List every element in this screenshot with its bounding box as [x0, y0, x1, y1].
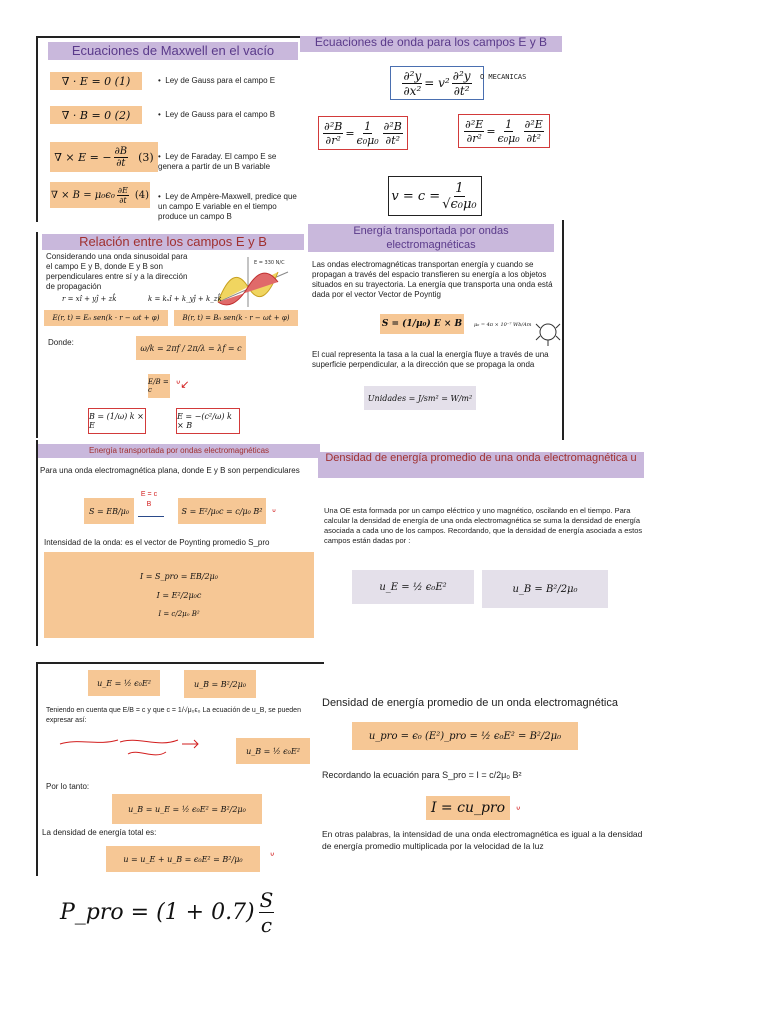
upro-equation: u_pro = ϵ₀ (E²)_pro = ½ ϵ₀E² = B²/2μ₀ [352, 722, 578, 750]
intensity-cu-equation: I = cu_pro [426, 796, 510, 820]
light-speed-equation: v = c = $\frac{1}{\text{√ϵ₀μ₀}}$ [388, 176, 482, 216]
ue-small: u_E = ½ ϵ₀E² [88, 670, 160, 696]
donde-label: Donde: [48, 338, 74, 347]
gauss-e-equation: ∇ · E = 0 (1) [50, 72, 142, 90]
relation-intro: Considerando una onda sinusoidal para el campo E y B, donde E y B son perpendiculares entre sí y a la dirección de propagación [46, 252, 188, 291]
ampere-label: • Ley de Ampère-Maxwell, predice que un campo E variable en el tiempo produce un campo B [158, 192, 297, 221]
s-e2-equation: S = E²/μ₀c = c/μ₀ B² [178, 498, 266, 524]
gauss-b-label: • Ley de Gauss para el campo B [158, 110, 276, 119]
relation-title: Relación entre los campos E y B [42, 234, 304, 250]
average-density-conclusion: En otras palabras, la intensidad de una onda electromagnética es igual a la densidad de energía promedio multiplicada por la velocidad de la luz [322, 829, 643, 851]
recalling-text: Recordando la ecuación para S_pro = I = c/2μ₀ B² [322, 770, 522, 780]
intensity-eb: I = S_pro = EB/2μ₀ [140, 572, 218, 581]
check-mark-2: ᐡ [272, 508, 276, 519]
radiation-pressure-formula: P_pro = (1 + 0.7) $\frac{S}{c}$ [60, 888, 274, 937]
mechanical-wave-equation: $\frac{\text{∂²y}}{\text{∂x²}}$ = v² $\frac{\text{∂²y}}{\text{∂t²}}$ [390, 66, 484, 100]
intensity-box [44, 552, 314, 638]
total-density-panel [36, 662, 324, 876]
b-wave-equation: $\frac{\text{∂²B}}{\text{∂r²}}$ = $\frac{1}{\text{ϵ₀μ₀}}$ $\frac{\text{∂²B}}{\text{∂t²}}$ [318, 116, 408, 150]
mechanical-note: O MECANICAS [480, 73, 527, 81]
check-mark-3: ᐡ [270, 851, 275, 863]
faraday-equation: ∇ × E = − $\frac{\partial B}{\partial t}$ (3) [50, 142, 158, 172]
total-density-equation: u = u_E + u_B = ϵ₀E² = B²/μ₀ [106, 846, 260, 872]
relation-panel [36, 232, 304, 438]
maxwell-panel [36, 36, 300, 222]
intensity-title: Energía transportada por ondas electromagnéticas [38, 444, 320, 458]
intensity-b2: I = c/2μ₀ B² [158, 610, 200, 618]
intensity-intro: Para una onda electromagnética plana, donde E y B son perpendiculares [40, 466, 300, 475]
ub-rewritten: u_B = ½ ϵ₀E² [236, 738, 310, 764]
intensity-e2: I = E²/2μ₀c [156, 591, 202, 600]
separator-line [138, 516, 164, 517]
poynting-panel [304, 220, 564, 440]
wave-equations-panel [300, 36, 566, 220]
e-wave-function: E(r, t) = E₀ sen(k · r − ωt + φ) [44, 310, 168, 326]
faraday-label: • Ley de Faraday. El campo E se genera a partir de un B variable [158, 152, 277, 171]
b-wave-function: B(r, t) = B₀ sen(k · r − ωt + φ) [174, 310, 298, 326]
poynting-title: Energía transportada por ondas electromagnéticas [308, 224, 554, 252]
energy-density-title: Densidad de energía promedio de una onda electromagnética u [318, 452, 644, 478]
e-equals-cb-note: E = c B [140, 491, 158, 508]
energy-density-text: Una OE esta formada por un campo eléctrico y uno magnético, oscilando en el tiempo. Para calcular la densidad de energía de una onda electromagnética se suma la densidad de energía asociada a cada uno de los campos. Recordando, que la densidad de energía asociada a estos campos están dadas por : [324, 506, 643, 545]
e-from-b: E = −(c²/ω) k × B [176, 408, 240, 434]
energy-density-panel [318, 452, 646, 648]
average-density-panel [322, 690, 646, 876]
poynting-vector: S = (1/μ₀) E × B [380, 314, 464, 334]
ampere-equation: ∇ × B = μ₀ϵ₀ $\frac{\partial E}{\partial t}$ (4) [50, 182, 150, 208]
e-over-b: E/B = c [148, 374, 170, 398]
k-vector: k = kₓî + k_yĵ + k_zk̂ [148, 295, 222, 303]
substitution-text: Teniendo en cuenta que E/B = c y que c = 1/√μ₀ϵ₀ La ecuación de u_B, se pueden expresar así: [46, 707, 301, 724]
poynting-description: El cual representa la tasa a la cual la energía fluye a través de una superficie perpendicular, a la dirección que se propaga la onda [312, 350, 549, 369]
s-eb-equation: S = EB/μ₀ [84, 498, 134, 524]
ub-small: u_B = B²/2μ₀ [184, 670, 256, 698]
total-density-label: La densidad de energía total es: [42, 828, 157, 837]
ub-equation: u_B = B²/2μ₀ [482, 570, 608, 608]
r-vector: r = xî + yĵ + zk̂ [62, 295, 117, 303]
doodle-sketch [534, 318, 562, 348]
maxwell-title: Ecuaciones de Maxwell en el vacío [48, 42, 298, 60]
gauss-e-label: • Ley de Gauss para el campo E [158, 76, 276, 85]
b-from-e: B = (1/ω) k × E [88, 408, 146, 434]
gauss-b-equation: ∇ · B = 0 (2) [50, 106, 142, 124]
units-box: Unidades = J/sm² = W/m² [364, 386, 476, 410]
poynting-intro: Las ondas electromagnéticas transportan energía y cuando se propagan a través del espacio transfieren su energía a los objetos situados en su trayectoria. La energía que transporta una onda está dada por el vector Vector de Poyntig [312, 260, 553, 299]
ue-equation: u_E = ½ ϵ₀E² [352, 570, 474, 604]
ub-equals-ue: u_B = u_E = ½ ϵ₀E² = B²/2μ₀ [112, 794, 262, 824]
graph-label: E = 330 N/C [254, 260, 285, 266]
average-density-title: Densidad de energía promedio de un onda electromagnética [322, 697, 618, 709]
intensity-label: Intensidad de la onda: es el vector de Poynting promedio S_pro [44, 538, 270, 547]
omega-ratio: ω/k = 2πf / 2π/λ = λf = c [136, 336, 246, 360]
handwritten-derivation [58, 734, 208, 764]
check-mark: ᐡ↙ [176, 379, 190, 391]
check-mark-4: ᐡ [516, 805, 521, 817]
wave-equations-title: Ecuaciones de onda para los campos E y B [300, 36, 562, 52]
e-wave-equation: $\frac{\text{∂²E}}{\text{∂r²}}$ = $\frac{1}{\text{ϵ₀μ₀}}$ $\frac{\text{∂²E}}{\text{∂t²}}$ [458, 114, 550, 148]
therefore-label: Por lo tanto: [46, 782, 90, 791]
intensity-panel [36, 440, 320, 646]
mu0-constant: μ₀ = 4π × 10⁻⁷ Wb/Am [474, 322, 532, 328]
